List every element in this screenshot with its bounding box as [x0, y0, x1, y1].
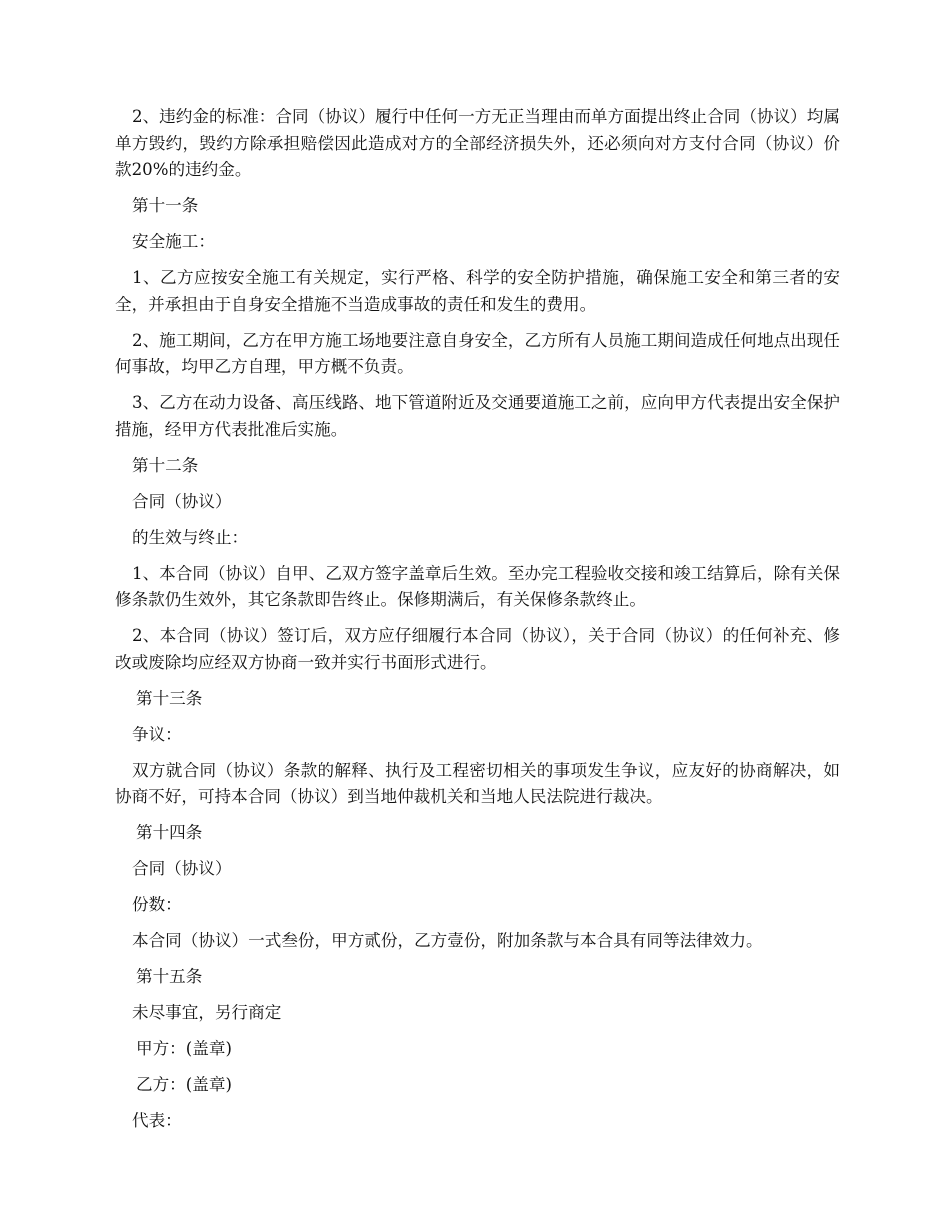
document-page — [115, 104, 840, 1144]
article-11-heading: 第十一条 — [132, 196, 199, 215]
representative-line: 代表： — [132, 1111, 182, 1130]
article-14-title-part-2: 份数： — [132, 895, 182, 914]
clause-15-body: 未尽事宜，另行商定 — [132, 1003, 282, 1022]
article-12-title-part-2: 的生效与终止： — [132, 527, 249, 547]
dispute-title: 争议： — [132, 724, 182, 744]
party-a-seal-line: 甲方：(盖章) — [136, 1039, 232, 1058]
safety-construction-title: 安全施工： — [132, 232, 215, 251]
article-14-heading: 第十四条 — [136, 823, 203, 842]
clause-12-item-2: 2、本合同（协议）签订后，双方应仔细履行本合同（协议），关于合同（协议）的任何补充、修改或废除均应经双方协商一致并实行书面形式进行。 — [115, 626, 840, 672]
article-12-title-part-1: 合同（协议） — [132, 491, 232, 511]
clause-14-body: 本合同（协议）一式叁份，甲方贰份，乙方壹份，附加条款与本合具有同等法律效力。 — [132, 931, 763, 950]
article-15-heading: 第十五条 — [136, 967, 203, 986]
article-12-heading: 第十二条 — [132, 455, 199, 475]
clause-11-item-3: 3、乙方在动力设备、高压线路、地下管道附近及交通要道施工之前，应向甲方代表提出安全保护措施，经甲方代表批准后实施。 — [115, 393, 840, 439]
clause-13-body: 双方就合同（协议）条款的解释、执行及工程密切相关的事项发生争议，应友好的协商解决，如协商不好，可持本合同（协议）到当地仲裁机关和当地人民法院进行裁决。 — [115, 760, 840, 806]
article-13-heading: 第十三条 — [136, 688, 203, 708]
clause-12-item-1: 1、本合同（协议）自甲、乙双方签字盖章后生效。至办完工程验收交接和竣工结算后，除有关保修条款仍生效外，其它条款即告终止。保修期满后，有关保修条款终止。 — [115, 563, 840, 609]
party-b-seal-line: 乙方：(盖章) — [136, 1075, 232, 1094]
clause-10-penalty-standard: 2、违约金的标准：合同（协议）履行中任何一方无正当理由而单方面提出终止合同（协议）均属单方毁约，毁约方除承担赔偿因此造成对方的全部经济损失外，还必须向对方支付合同（协议）价款20%的违约金。 — [115, 107, 840, 179]
clause-11-item-1: 1、乙方应按安全施工有关规定，实行严格、科学的安全防护措施，确保施工安全和第三者的安全，并承担由于自身安全措施不当造成事故的责任和发生的费用。 — [115, 268, 840, 314]
article-14-title-part-1: 合同（协议） — [132, 859, 232, 878]
clause-11-item-2: 2、施工期间，乙方在甲方施工场地要注意自身安全，乙方所有人员施工期间造成任何地点出现任何事故，均甲乙方自理，甲方概不负责。 — [115, 330, 840, 376]
